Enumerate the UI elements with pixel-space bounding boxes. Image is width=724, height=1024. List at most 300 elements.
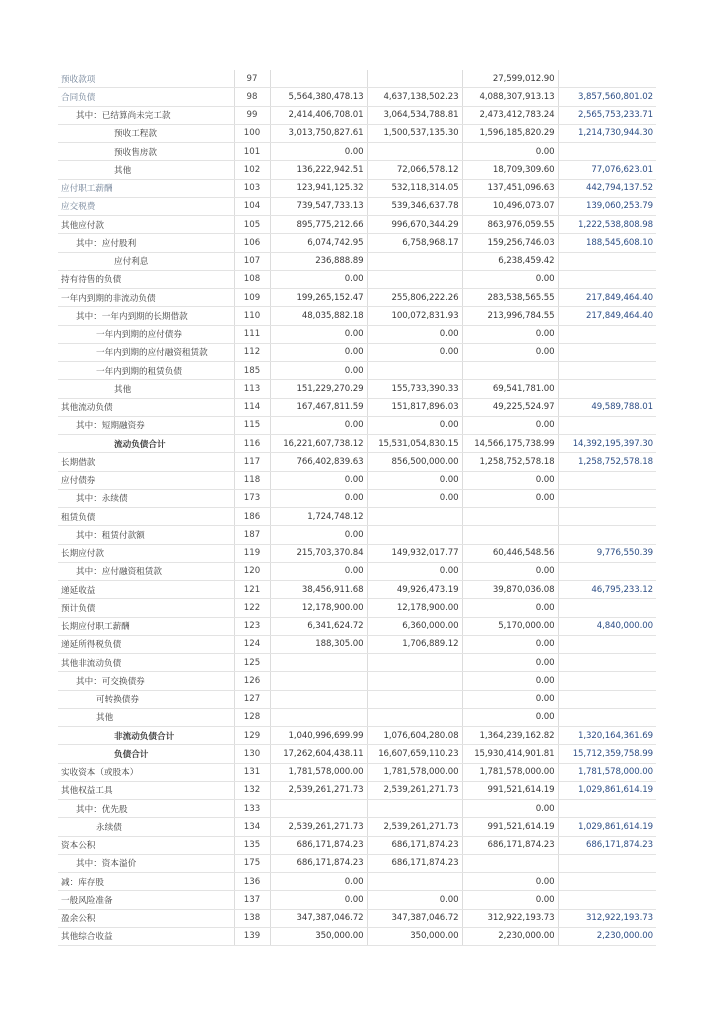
row-label: 其中：短期融资券 <box>58 416 234 434</box>
table-row <box>58 635 656 653</box>
value-col-1: 6,074,742.95 <box>270 234 367 252</box>
table-row <box>58 927 656 945</box>
value-col-1: 895,775,212.66 <box>270 216 367 234</box>
value-col-1: 167,467,811.59 <box>270 398 367 416</box>
value-col-2: 6,758,968.17 <box>367 234 462 252</box>
row-code: 119 <box>234 544 270 562</box>
row-label: 其中：租赁付款额 <box>58 526 234 544</box>
table-row <box>58 672 656 690</box>
value-col-1: 2,539,261,271.73 <box>270 818 367 836</box>
value-col-1: 0.00 <box>270 270 367 288</box>
value-col-2: 0.00 <box>367 489 462 507</box>
table-row <box>58 599 656 617</box>
value-col-2: 0.00 <box>367 343 462 361</box>
value-col-1: 1,724,748.12 <box>270 508 367 526</box>
value-col-1: 350,000.00 <box>270 927 367 945</box>
value-col-4: 217,849,464.40 <box>558 289 656 307</box>
value-col-2: 0.00 <box>367 325 462 343</box>
value-col-2: 2,539,261,271.73 <box>367 818 462 836</box>
value-col-3: 0.00 <box>462 873 558 891</box>
row-label: 一年内到期的非流动负债 <box>58 289 234 307</box>
value-col-1 <box>270 70 367 88</box>
row-code: 130 <box>234 745 270 763</box>
table-row <box>58 836 656 854</box>
value-col-2 <box>367 873 462 891</box>
row-label: 租赁负债 <box>58 508 234 526</box>
balance-sheet-page <box>58 70 658 946</box>
value-col-4: 15,712,359,758.99 <box>558 745 656 763</box>
value-col-2 <box>367 800 462 818</box>
value-col-2: 1,781,578,000.00 <box>367 763 462 781</box>
value-col-4: 188,545,608.10 <box>558 234 656 252</box>
value-col-2: 1,706,889.12 <box>367 635 462 653</box>
row-label: 减：库存股 <box>58 873 234 891</box>
value-col-4 <box>558 635 656 653</box>
row-label: 合同负债 <box>58 88 234 106</box>
value-col-4 <box>558 526 656 544</box>
value-col-1: 236,888.89 <box>270 252 367 270</box>
value-col-4: 2,230,000.00 <box>558 927 656 945</box>
value-col-3: 0.00 <box>462 562 558 580</box>
value-col-3: 10,496,073.07 <box>462 197 558 215</box>
row-label: 可转换债券 <box>58 690 234 708</box>
row-code: 115 <box>234 416 270 434</box>
value-col-3: 1,596,185,820.29 <box>462 124 558 142</box>
row-code: 131 <box>234 763 270 781</box>
row-label: 预收工程款 <box>58 124 234 142</box>
table-row <box>58 88 656 106</box>
table-row <box>58 161 656 179</box>
row-code: 98 <box>234 88 270 106</box>
value-col-4 <box>558 471 656 489</box>
value-col-2 <box>367 362 462 380</box>
row-code: 107 <box>234 252 270 270</box>
value-col-3: 69,541,781.00 <box>462 380 558 398</box>
value-col-4: 49,589,788.01 <box>558 398 656 416</box>
table-row <box>58 270 656 288</box>
value-col-1 <box>270 654 367 672</box>
row-code: 106 <box>234 234 270 252</box>
value-col-4 <box>558 562 656 580</box>
table-row <box>58 380 656 398</box>
value-col-4: 139,060,253.79 <box>558 197 656 215</box>
value-col-3: 991,521,614.19 <box>462 818 558 836</box>
value-col-3: 0.00 <box>462 416 558 434</box>
table-row <box>58 562 656 580</box>
row-code: 111 <box>234 325 270 343</box>
row-label: 其中：永续债 <box>58 489 234 507</box>
value-col-1: 0.00 <box>270 891 367 909</box>
row-label: 一年内到期的租赁负债 <box>58 362 234 380</box>
row-label: 其他权益工具 <box>58 781 234 799</box>
row-label: 其他非流动负债 <box>58 654 234 672</box>
row-label: 其中：应付融资租赁款 <box>58 562 234 580</box>
table-row <box>58 727 656 745</box>
table-row <box>58 234 656 252</box>
value-col-4: 1,214,730,944.30 <box>558 124 656 142</box>
table-row <box>58 617 656 635</box>
value-col-2: 15,531,054,830.15 <box>367 435 462 453</box>
value-col-3: 0.00 <box>462 270 558 288</box>
value-col-4 <box>558 362 656 380</box>
row-label: 其他 <box>58 708 234 726</box>
value-col-2: 0.00 <box>367 891 462 909</box>
value-col-3: 0.00 <box>462 672 558 690</box>
value-col-4 <box>558 416 656 434</box>
table-row <box>58 398 656 416</box>
value-col-2: 255,806,222.26 <box>367 289 462 307</box>
value-col-2: 856,500,000.00 <box>367 453 462 471</box>
value-col-2 <box>367 654 462 672</box>
row-label: 负债合计 <box>58 745 234 763</box>
row-code: 116 <box>234 435 270 453</box>
row-label: 预计负债 <box>58 599 234 617</box>
value-col-1: 3,013,750,827.61 <box>270 124 367 142</box>
table-row <box>58 289 656 307</box>
value-col-3: 5,170,000.00 <box>462 617 558 635</box>
row-label: 应付利息 <box>58 252 234 270</box>
table-row <box>58 654 656 672</box>
row-code: 105 <box>234 216 270 234</box>
value-col-1: 0.00 <box>270 873 367 891</box>
value-col-3: 0.00 <box>462 654 558 672</box>
value-col-4 <box>558 708 656 726</box>
value-col-4 <box>558 599 656 617</box>
value-col-4: 1,258,752,578.18 <box>558 453 656 471</box>
table-row <box>58 106 656 124</box>
value-col-2: 16,607,659,110.23 <box>367 745 462 763</box>
value-col-1: 12,178,900.00 <box>270 599 367 617</box>
value-col-1: 5,564,380,478.13 <box>270 88 367 106</box>
value-col-1: 0.00 <box>270 343 367 361</box>
row-label: 持有待售的负债 <box>58 270 234 288</box>
value-col-2: 996,670,344.29 <box>367 216 462 234</box>
value-col-4: 46,795,233.12 <box>558 581 656 599</box>
value-col-1: 766,402,839.63 <box>270 453 367 471</box>
value-col-1: 136,222,942.51 <box>270 161 367 179</box>
value-col-3: 1,258,752,578.18 <box>462 453 558 471</box>
value-col-2: 155,733,390.33 <box>367 380 462 398</box>
value-col-1: 0.00 <box>270 416 367 434</box>
value-col-1: 686,171,874.23 <box>270 836 367 854</box>
row-code: 103 <box>234 179 270 197</box>
value-col-1: 16,221,607,738.12 <box>270 435 367 453</box>
table-row <box>58 197 656 215</box>
value-col-4 <box>558 891 656 909</box>
table-row <box>58 508 656 526</box>
row-label: 其他应付款 <box>58 216 234 234</box>
row-code: 99 <box>234 106 270 124</box>
row-label: 资本公积 <box>58 836 234 854</box>
value-col-4: 217,849,464.40 <box>558 307 656 325</box>
value-col-1: 2,414,406,708.01 <box>270 106 367 124</box>
row-label: 其中：已结算尚未完工款 <box>58 106 234 124</box>
value-col-3: 2,473,412,783.24 <box>462 106 558 124</box>
row-label: 预收款项 <box>58 70 234 88</box>
table-row <box>58 818 656 836</box>
value-col-3: 283,538,565.55 <box>462 289 558 307</box>
table-row <box>58 471 656 489</box>
table-row <box>58 416 656 434</box>
row-label: 应付债券 <box>58 471 234 489</box>
value-col-1: 199,265,152.47 <box>270 289 367 307</box>
value-col-3: 0.00 <box>462 800 558 818</box>
value-col-4: 442,794,137.52 <box>558 179 656 197</box>
value-col-2: 350,000.00 <box>367 927 462 945</box>
value-col-2: 0.00 <box>367 416 462 434</box>
value-col-3: 0.00 <box>462 489 558 507</box>
value-col-2 <box>367 526 462 544</box>
value-col-1: 48,035,882.18 <box>270 307 367 325</box>
row-label: 其中：应付股利 <box>58 234 234 252</box>
table-row <box>58 891 656 909</box>
row-code: 128 <box>234 708 270 726</box>
value-col-4 <box>558 690 656 708</box>
table-row <box>58 252 656 270</box>
row-code: 117 <box>234 453 270 471</box>
row-label: 应付职工薪酬 <box>58 179 234 197</box>
value-col-2: 12,178,900.00 <box>367 599 462 617</box>
row-code: 118 <box>234 471 270 489</box>
row-code: 134 <box>234 818 270 836</box>
table-row <box>58 216 656 234</box>
table-row <box>58 143 656 161</box>
value-col-4 <box>558 508 656 526</box>
table-row <box>58 526 656 544</box>
row-code: 112 <box>234 343 270 361</box>
row-label: 非流动负债合计 <box>58 727 234 745</box>
value-col-3 <box>462 362 558 380</box>
value-col-3: 213,996,784.55 <box>462 307 558 325</box>
value-col-2: 4,637,138,502.23 <box>367 88 462 106</box>
value-col-3: 49,225,524.97 <box>462 398 558 416</box>
row-code: 129 <box>234 727 270 745</box>
value-col-2: 686,171,874.23 <box>367 854 462 872</box>
row-label: 长期应付职工薪酬 <box>58 617 234 635</box>
row-code: 121 <box>234 581 270 599</box>
row-code: 138 <box>234 909 270 927</box>
row-code: 104 <box>234 197 270 215</box>
row-label: 其他综合收益 <box>58 927 234 945</box>
row-code: 125 <box>234 654 270 672</box>
value-col-1: 0.00 <box>270 489 367 507</box>
value-col-2: 1,500,537,135.30 <box>367 124 462 142</box>
value-col-1: 188,305.00 <box>270 635 367 653</box>
row-code: 123 <box>234 617 270 635</box>
value-col-1: 123,941,125.32 <box>270 179 367 197</box>
row-label: 实收资本（或股本） <box>58 763 234 781</box>
value-col-2: 2,539,261,271.73 <box>367 781 462 799</box>
value-col-4 <box>558 380 656 398</box>
row-label: 永续债 <box>58 818 234 836</box>
value-col-3: 18,709,309.60 <box>462 161 558 179</box>
value-col-2: 686,171,874.23 <box>367 836 462 854</box>
row-code: 113 <box>234 380 270 398</box>
row-code: 120 <box>234 562 270 580</box>
value-col-4 <box>558 325 656 343</box>
row-label: 流动负债合计 <box>58 435 234 453</box>
value-col-4: 3,857,560,801.02 <box>558 88 656 106</box>
value-col-3: 6,238,459.42 <box>462 252 558 270</box>
value-col-4: 4,840,000.00 <box>558 617 656 635</box>
value-col-3: 1,781,578,000.00 <box>462 763 558 781</box>
value-col-2 <box>367 143 462 161</box>
row-label: 一年内到期的应付债券 <box>58 325 234 343</box>
value-col-2: 6,360,000.00 <box>367 617 462 635</box>
row-code: 101 <box>234 143 270 161</box>
value-col-2 <box>367 708 462 726</box>
value-col-4 <box>558 143 656 161</box>
value-col-4: 312,922,193.73 <box>558 909 656 927</box>
value-col-3: 15,930,414,901.81 <box>462 745 558 763</box>
value-col-3: 0.00 <box>462 891 558 909</box>
value-col-2 <box>367 70 462 88</box>
value-col-4 <box>558 489 656 507</box>
value-col-1: 0.00 <box>270 471 367 489</box>
row-code: 122 <box>234 599 270 617</box>
value-col-3: 0.00 <box>462 599 558 617</box>
table-row <box>58 544 656 562</box>
value-col-3: 0.00 <box>462 635 558 653</box>
liabilities-equity-table <box>58 70 656 946</box>
value-col-3: 137,451,096.63 <box>462 179 558 197</box>
value-col-3: 991,521,614.19 <box>462 781 558 799</box>
value-col-3: 0.00 <box>462 690 558 708</box>
row-code: 102 <box>234 161 270 179</box>
row-label: 长期应付款 <box>58 544 234 562</box>
table-row <box>58 362 656 380</box>
table-row <box>58 800 656 818</box>
value-col-1 <box>270 800 367 818</box>
table-row <box>58 763 656 781</box>
table-row <box>58 307 656 325</box>
value-col-2: 532,118,314.05 <box>367 179 462 197</box>
value-col-1: 2,539,261,271.73 <box>270 781 367 799</box>
value-col-1: 215,703,370.84 <box>270 544 367 562</box>
row-label: 应交税费 <box>58 197 234 215</box>
row-label: 其他 <box>58 161 234 179</box>
value-col-4: 1,029,861,614.19 <box>558 818 656 836</box>
value-col-3: 39,870,036.08 <box>462 581 558 599</box>
value-col-1: 347,387,046.72 <box>270 909 367 927</box>
value-col-2 <box>367 252 462 270</box>
row-label: 其他 <box>58 380 234 398</box>
value-col-2 <box>367 690 462 708</box>
value-col-3: 0.00 <box>462 325 558 343</box>
value-col-1: 686,171,874.23 <box>270 854 367 872</box>
value-col-1: 0.00 <box>270 362 367 380</box>
value-col-3 <box>462 526 558 544</box>
value-col-4 <box>558 70 656 88</box>
value-col-1: 151,229,270.29 <box>270 380 367 398</box>
row-code: 137 <box>234 891 270 909</box>
row-code: 139 <box>234 927 270 945</box>
value-col-3: 686,171,874.23 <box>462 836 558 854</box>
value-col-2: 151,817,896.03 <box>367 398 462 416</box>
value-col-1: 38,456,911.68 <box>270 581 367 599</box>
value-col-2 <box>367 270 462 288</box>
value-col-2: 539,346,637.78 <box>367 197 462 215</box>
value-col-3: 0.00 <box>462 143 558 161</box>
row-label: 长期借款 <box>58 453 234 471</box>
table-row <box>58 325 656 343</box>
row-code: 136 <box>234 873 270 891</box>
value-col-4: 2,565,753,233.71 <box>558 106 656 124</box>
value-col-1 <box>270 708 367 726</box>
table-row <box>58 708 656 726</box>
table-row <box>58 343 656 361</box>
table-row <box>58 489 656 507</box>
value-col-1: 0.00 <box>270 562 367 580</box>
table-row <box>58 124 656 142</box>
value-col-1: 6,341,624.72 <box>270 617 367 635</box>
row-label: 一年内到期的应付融资租赁款 <box>58 343 234 361</box>
table-row <box>58 690 656 708</box>
row-label: 盈余公积 <box>58 909 234 927</box>
value-col-1: 0.00 <box>270 526 367 544</box>
value-col-3: 0.00 <box>462 471 558 489</box>
value-col-1: 1,040,996,699.99 <box>270 727 367 745</box>
table-row <box>58 435 656 453</box>
row-code: 124 <box>234 635 270 653</box>
value-col-4: 9,776,550.39 <box>558 544 656 562</box>
row-code: 126 <box>234 672 270 690</box>
value-col-2: 0.00 <box>367 562 462 580</box>
value-col-2: 49,926,473.19 <box>367 581 462 599</box>
table-row <box>58 745 656 763</box>
value-col-3: 14,566,175,738.99 <box>462 435 558 453</box>
row-code: 186 <box>234 508 270 526</box>
value-col-4 <box>558 854 656 872</box>
row-label: 其中：资本溢价 <box>58 854 234 872</box>
row-code: 114 <box>234 398 270 416</box>
value-col-4 <box>558 270 656 288</box>
value-col-3: 0.00 <box>462 343 558 361</box>
row-label: 预收售房款 <box>58 143 234 161</box>
row-code: 133 <box>234 800 270 818</box>
value-col-1: 1,781,578,000.00 <box>270 763 367 781</box>
row-code: 135 <box>234 836 270 854</box>
row-label: 其中：可交换债券 <box>58 672 234 690</box>
value-col-4 <box>558 800 656 818</box>
row-code: 110 <box>234 307 270 325</box>
value-col-3: 159,256,746.03 <box>462 234 558 252</box>
table-row <box>58 873 656 891</box>
value-col-2: 72,066,578.12 <box>367 161 462 179</box>
value-col-2 <box>367 672 462 690</box>
row-code: 173 <box>234 489 270 507</box>
value-col-3: 60,446,548.56 <box>462 544 558 562</box>
table-row <box>58 854 656 872</box>
row-code: 132 <box>234 781 270 799</box>
value-col-2: 100,072,831.93 <box>367 307 462 325</box>
value-col-2: 0.00 <box>367 471 462 489</box>
value-col-1: 0.00 <box>270 325 367 343</box>
value-col-4 <box>558 672 656 690</box>
value-col-4 <box>558 873 656 891</box>
value-col-3 <box>462 854 558 872</box>
value-col-1 <box>270 672 367 690</box>
table-row <box>58 70 656 88</box>
value-col-3: 4,088,307,913.13 <box>462 88 558 106</box>
row-code: 185 <box>234 362 270 380</box>
value-col-3: 863,976,059.55 <box>462 216 558 234</box>
row-code: 175 <box>234 854 270 872</box>
value-col-3 <box>462 508 558 526</box>
value-col-4: 1,781,578,000.00 <box>558 763 656 781</box>
table-row <box>58 781 656 799</box>
row-label: 一般风险准备 <box>58 891 234 909</box>
